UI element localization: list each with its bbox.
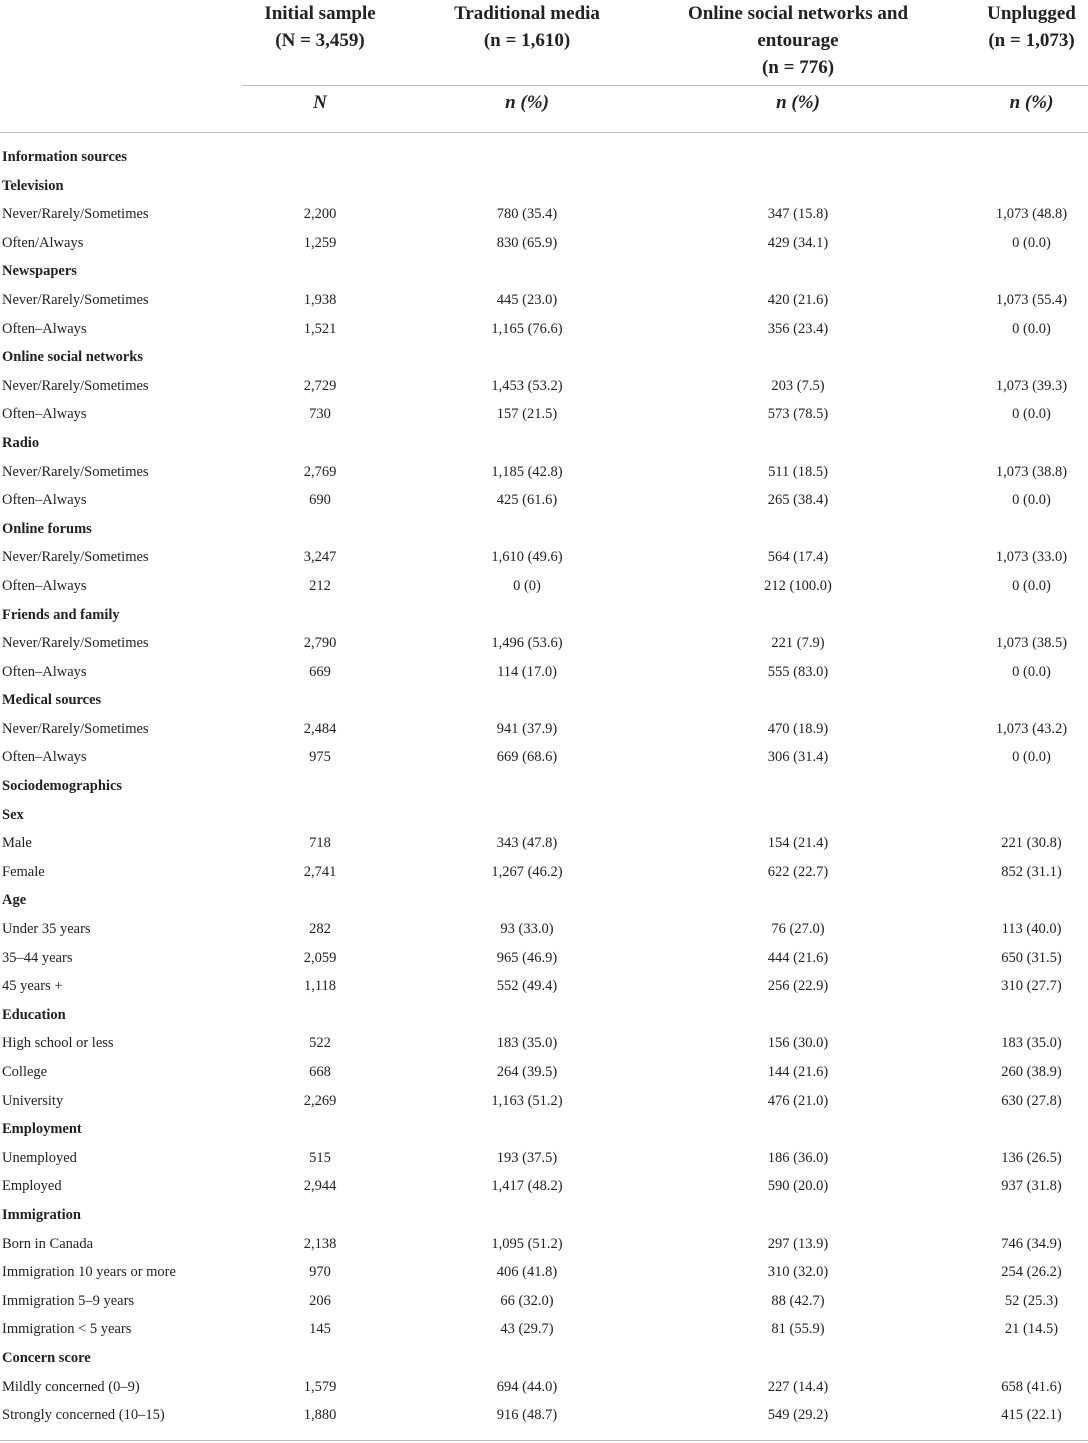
- cell-traditional: 193 (37.5): [496, 1149, 558, 1166]
- cell-initial: 522: [309, 1035, 331, 1052]
- cell-osn: 88 (42.7): [771, 1292, 825, 1309]
- cell-initial: 2,200: [303, 206, 337, 223]
- cell-unplugged: 0 (0.0): [1012, 406, 1051, 423]
- cell-traditional: 1,185 (42.8): [491, 463, 563, 480]
- cell-unplugged: 1,073 (38.5): [995, 635, 1068, 652]
- cell-initial: 145: [309, 1321, 331, 1338]
- table-body: [0, 143, 1088, 1430]
- row-label: Never/Rarely/Sometimes: [2, 720, 149, 737]
- group-header-row: [0, 801, 1088, 830]
- header-osn-n: (n = 776): [761, 57, 835, 78]
- group-header-row: [0, 1344, 1088, 1373]
- table-row: [0, 286, 1088, 315]
- header-traditional-n: (n = 1,610): [483, 30, 571, 51]
- group-header-row: [0, 515, 1088, 544]
- cell-traditional: 1,496 (53.6): [491, 635, 563, 652]
- header-unplugged-n: (n = 1,073): [988, 30, 1075, 51]
- header-initial-n: (N = 3,459): [275, 30, 365, 51]
- table-row: [0, 1258, 1088, 1287]
- cell-osn: 573 (78.5): [767, 406, 829, 423]
- cell-traditional: 1,163 (51.2): [491, 1092, 563, 1109]
- row-label: Unemployed: [2, 1149, 77, 1166]
- header-osn-title-1: Online social networks and: [687, 3, 909, 24]
- group-header-row: [0, 1001, 1088, 1030]
- table-row: [0, 372, 1088, 401]
- cell-osn: 156 (30.0): [767, 1035, 829, 1052]
- row-label: Immigration 5–9 years: [2, 1292, 135, 1309]
- cell-unplugged: 0 (0.0): [1012, 663, 1051, 680]
- header-online-social-networks: [660, 0, 936, 81]
- table-row: [0, 1087, 1088, 1116]
- row-label: Education: [2, 1006, 66, 1023]
- group-header-row: [0, 172, 1088, 201]
- cell-unplugged: 630 (27.8): [1001, 1092, 1062, 1109]
- cell-osn: 144 (21.6): [767, 1064, 829, 1080]
- cell-unplugged: 937 (31.8): [1001, 1178, 1062, 1195]
- cell-unplugged: 0 (0.0): [1012, 234, 1051, 251]
- row-label: Never/Rarely/Sometimes: [2, 377, 149, 394]
- row-label: Medical sources: [2, 692, 102, 709]
- cell-initial: 2,138: [303, 1235, 337, 1252]
- cell-osn: 549 (29.2): [767, 1407, 829, 1424]
- row-label: Sex: [2, 806, 24, 823]
- row-label: Often–Always: [2, 749, 87, 766]
- group-header-row: [0, 1115, 1088, 1144]
- cell-traditional: 780 (35.4): [496, 206, 558, 223]
- cell-traditional: 183 (35.0): [496, 1035, 558, 1052]
- row-label: Mildly concerned (0–9): [2, 1378, 140, 1395]
- stat-label-unplugged: n (%): [1009, 92, 1054, 113]
- cell-traditional: 343 (47.8): [496, 835, 558, 852]
- table-row: [0, 944, 1088, 973]
- row-label: Friends and family: [2, 606, 120, 623]
- cell-unplugged: 0 (0.0): [1012, 577, 1051, 594]
- row-label: Employed: [2, 1178, 62, 1195]
- row-label: Online social networks: [2, 349, 143, 366]
- table-row: [0, 1058, 1088, 1087]
- stat-label-osn: n (%): [776, 92, 820, 113]
- cell-initial: 1,118: [303, 978, 337, 995]
- cell-osn: 306 (31.4): [767, 749, 829, 766]
- group-header-row: [0, 343, 1088, 372]
- row-label: Newspapers: [2, 263, 77, 280]
- cell-traditional: 157 (21.5): [496, 406, 558, 423]
- cell-initial: 1,938: [303, 291, 337, 308]
- cell-osn: 81 (55.9): [771, 1321, 825, 1338]
- cell-initial: 668: [309, 1064, 331, 1080]
- group-header-row: [0, 601, 1088, 630]
- row-label: 35–44 years: [2, 949, 73, 966]
- cell-osn: 564 (17.4): [767, 549, 829, 566]
- table-row: [0, 458, 1088, 487]
- table-row: [0, 858, 1088, 887]
- cell-traditional: 1,095 (51.2): [491, 1235, 563, 1252]
- cell-traditional: 1,610 (49.6): [491, 549, 563, 566]
- row-label: Never/Rarely/Sometimes: [2, 206, 149, 223]
- cell-initial: 730: [309, 406, 331, 423]
- row-label: Immigration < 5 years: [2, 1321, 132, 1338]
- section-header-row: [0, 143, 1088, 172]
- cell-unplugged: 415 (22.1): [1001, 1407, 1062, 1424]
- cell-traditional: 66 (32.0): [500, 1292, 554, 1309]
- cell-traditional: 1,267 (46.2): [491, 863, 563, 880]
- cell-initial: 970: [309, 1264, 331, 1281]
- row-label: Often–Always: [2, 320, 87, 337]
- cell-unplugged: 1,073 (55.4): [995, 291, 1068, 308]
- table-row: [0, 1230, 1088, 1259]
- cell-initial: 2,729: [303, 377, 337, 394]
- cell-osn: 622 (22.7): [767, 863, 829, 880]
- cell-unplugged: 1,073 (39.3): [995, 377, 1068, 394]
- table-row: [0, 1287, 1088, 1316]
- cell-initial: 282: [309, 921, 331, 938]
- header-rule: [242, 85, 1088, 86]
- stat-label-traditional: n (%): [505, 92, 549, 113]
- cell-traditional: 93 (33.0): [500, 921, 554, 938]
- cell-unplugged: 650 (31.5): [1001, 949, 1062, 966]
- cell-traditional: 1,453 (53.2): [491, 377, 563, 394]
- cell-unplugged: 136 (26.5): [1001, 1149, 1062, 1166]
- table-header: [0, 0, 1088, 134]
- cell-traditional: 916 (48.7): [496, 1407, 558, 1424]
- row-label: 45 years +: [2, 978, 63, 995]
- cell-osn: 555 (83.0): [767, 663, 829, 680]
- row-label: Never/Rarely/Sometimes: [2, 635, 149, 652]
- cell-initial: 2,790: [303, 635, 337, 652]
- group-header-row: [0, 257, 1088, 286]
- header-initial-sample: [242, 0, 398, 54]
- stat-label-initial: N: [313, 92, 327, 113]
- cell-unplugged: 52 (25.3): [1004, 1292, 1059, 1309]
- header-bottom-rule: [0, 132, 1088, 133]
- table-row: [0, 200, 1088, 229]
- cell-osn: 476 (21.0): [767, 1092, 829, 1109]
- row-label: Strongly concerned (10–15): [2, 1407, 165, 1424]
- cell-initial: 1,880: [303, 1407, 337, 1424]
- header-traditional-media: [420, 0, 634, 54]
- row-label: Information sources: [2, 149, 127, 165]
- cell-traditional: 43 (29.7): [500, 1321, 554, 1338]
- cell-initial: 2,769: [303, 463, 337, 480]
- cell-unplugged: 852 (31.1): [1001, 863, 1062, 880]
- group-header-row: [0, 886, 1088, 915]
- row-label: Under 35 years: [2, 921, 91, 938]
- table-row: [0, 572, 1088, 601]
- group-header-row: [0, 429, 1088, 458]
- cell-initial: 2,269: [303, 1092, 337, 1109]
- cell-unplugged: 658 (41.6): [1001, 1378, 1062, 1395]
- cell-traditional: 965 (46.9): [496, 949, 558, 966]
- cell-unplugged: 1,073 (48.8): [995, 206, 1068, 223]
- cell-initial: 975: [309, 749, 331, 766]
- cell-initial: 1,521: [303, 320, 337, 337]
- cell-unplugged: 21 (14.5): [1004, 1321, 1059, 1338]
- cell-osn: 256 (22.9): [767, 978, 829, 995]
- cell-unplugged: 113 (40.0): [1001, 921, 1062, 938]
- header-traditional-title: Traditional media: [454, 3, 600, 24]
- row-label: Employment: [2, 1121, 82, 1138]
- cell-unplugged: 221 (30.8): [1001, 835, 1062, 852]
- cell-traditional: 694 (44.0): [496, 1378, 558, 1395]
- cell-traditional: 0 (0): [513, 577, 541, 594]
- cell-traditional: 1,165 (76.6): [491, 320, 563, 337]
- row-label: Immigration 10 years or more: [2, 1264, 176, 1281]
- table-row: [0, 715, 1088, 744]
- header-osn-title-2: entourage: [757, 30, 839, 51]
- cell-traditional: 425 (61.6): [496, 492, 558, 509]
- cell-initial: 2,741: [303, 863, 337, 880]
- row-label: Often–Always: [2, 406, 87, 423]
- row-label: Immigration: [2, 1206, 81, 1223]
- cell-traditional: 406 (41.8): [496, 1264, 558, 1281]
- cell-osn: 186 (36.0): [767, 1149, 829, 1166]
- header-unplugged: [975, 0, 1088, 54]
- cell-osn: 470 (18.9): [767, 720, 829, 737]
- cell-traditional: 669 (68.6): [496, 749, 558, 766]
- row-label: Radio: [2, 434, 40, 451]
- table-row: [0, 629, 1088, 658]
- cell-unplugged: 1,073 (33.0): [995, 549, 1068, 566]
- table-row: [0, 400, 1088, 429]
- table-row: [0, 658, 1088, 687]
- table-row: [0, 486, 1088, 515]
- section-header-row: [0, 772, 1088, 801]
- cell-osn: 347 (15.8): [767, 206, 829, 223]
- cell-osn: 444 (21.6): [767, 949, 829, 966]
- cell-unplugged: 310 (27.7): [1001, 978, 1062, 995]
- table-row: [0, 543, 1088, 572]
- row-label: Concern score: [2, 1349, 91, 1366]
- cell-unplugged: 260 (38.9): [1001, 1064, 1062, 1080]
- cell-initial: 2,944: [303, 1178, 337, 1195]
- group-header-row: [0, 686, 1088, 715]
- cell-osn: 227 (14.4): [767, 1378, 829, 1395]
- cell-traditional: 264 (39.5): [496, 1064, 558, 1080]
- cell-initial: 1,259: [303, 234, 337, 251]
- cell-osn: 356 (23.4): [767, 320, 829, 337]
- header-initial-title: Initial sample: [264, 3, 376, 24]
- row-label: College: [2, 1064, 48, 1080]
- cell-unplugged: 254 (26.2): [1001, 1264, 1062, 1281]
- table-row: [0, 1144, 1088, 1173]
- row-label: High school or less: [2, 1035, 114, 1052]
- cell-traditional: 941 (37.9): [496, 720, 558, 737]
- cell-traditional: 552 (49.4): [496, 978, 558, 995]
- table-row: [0, 1401, 1088, 1430]
- cell-osn: 76 (27.0): [771, 921, 825, 938]
- cell-initial: 690: [309, 492, 331, 509]
- cell-traditional: 445 (23.0): [496, 291, 558, 308]
- table-row: [0, 1373, 1088, 1402]
- cell-osn: 429 (34.1): [767, 234, 829, 251]
- cell-osn: 590 (20.0): [767, 1178, 829, 1195]
- row-label: Female: [2, 863, 45, 880]
- row-label: Never/Rarely/Sometimes: [2, 463, 149, 480]
- row-label: Television: [2, 177, 64, 194]
- cell-unplugged: 0 (0.0): [1012, 749, 1051, 766]
- cell-initial: 2,484: [303, 720, 337, 737]
- table-row: [0, 829, 1088, 858]
- cell-traditional: 114 (17.0): [497, 663, 557, 680]
- cell-osn: 265 (38.4): [767, 492, 829, 509]
- cell-unplugged: 746 (34.9): [1001, 1235, 1062, 1252]
- cell-osn: 154 (21.4): [767, 835, 829, 852]
- group-header-row: [0, 1201, 1088, 1230]
- row-label: Born in Canada: [2, 1235, 94, 1252]
- cell-osn: 203 (7.5): [771, 377, 825, 394]
- cell-osn: 420 (21.6): [767, 291, 829, 308]
- row-label: Online forums: [2, 520, 92, 537]
- cell-traditional: 1,417 (48.2): [491, 1178, 563, 1195]
- cell-initial: 206: [309, 1292, 331, 1309]
- cell-initial: 212: [309, 577, 331, 594]
- row-label: Male: [2, 835, 32, 852]
- table-row: [0, 972, 1088, 1001]
- table-row: [0, 743, 1088, 772]
- cell-osn: 221 (7.9): [771, 635, 825, 652]
- row-label: University: [2, 1092, 64, 1109]
- cell-initial: 2,059: [303, 949, 337, 966]
- table-row: [0, 1029, 1088, 1058]
- row-label: Never/Rarely/Sometimes: [2, 291, 149, 308]
- table-row: [0, 315, 1088, 344]
- cell-initial: 1,579: [303, 1378, 337, 1395]
- header-unplugged-title: Unplugged: [987, 3, 1076, 24]
- cell-osn: 212 (100.0): [764, 577, 832, 594]
- cell-unplugged: 1,073 (43.2): [995, 720, 1068, 737]
- table-row: [0, 915, 1088, 944]
- cell-osn: 511 (18.5): [768, 463, 828, 480]
- cell-osn: 297 (13.9): [767, 1235, 829, 1252]
- table-row: [0, 1315, 1088, 1344]
- row-label: Often/Always: [2, 234, 84, 251]
- cell-unplugged: 0 (0.0): [1012, 320, 1051, 337]
- table-row: [0, 229, 1088, 258]
- cell-initial: 718: [309, 835, 331, 852]
- cell-unplugged: 0 (0.0): [1012, 492, 1051, 509]
- table-bottom-rule: [0, 1440, 1088, 1441]
- cell-unplugged: 183 (35.0): [1001, 1035, 1062, 1052]
- cell-traditional: 830 (65.9): [496, 234, 558, 251]
- row-label: Sociodemographics: [2, 778, 123, 795]
- row-label: Age: [2, 892, 27, 909]
- cell-initial: 3,247: [303, 549, 337, 566]
- row-label: Often–Always: [2, 577, 87, 594]
- cell-initial: 515: [309, 1149, 331, 1166]
- cell-unplugged: 1,073 (38.8): [995, 463, 1068, 480]
- row-label: Often–Always: [2, 492, 87, 509]
- cell-osn: 310 (32.0): [767, 1264, 829, 1281]
- row-label: Often–Always: [2, 663, 87, 680]
- cell-initial: 669: [309, 663, 331, 680]
- table-row: [0, 1172, 1088, 1201]
- row-label: Never/Rarely/Sometimes: [2, 549, 149, 566]
